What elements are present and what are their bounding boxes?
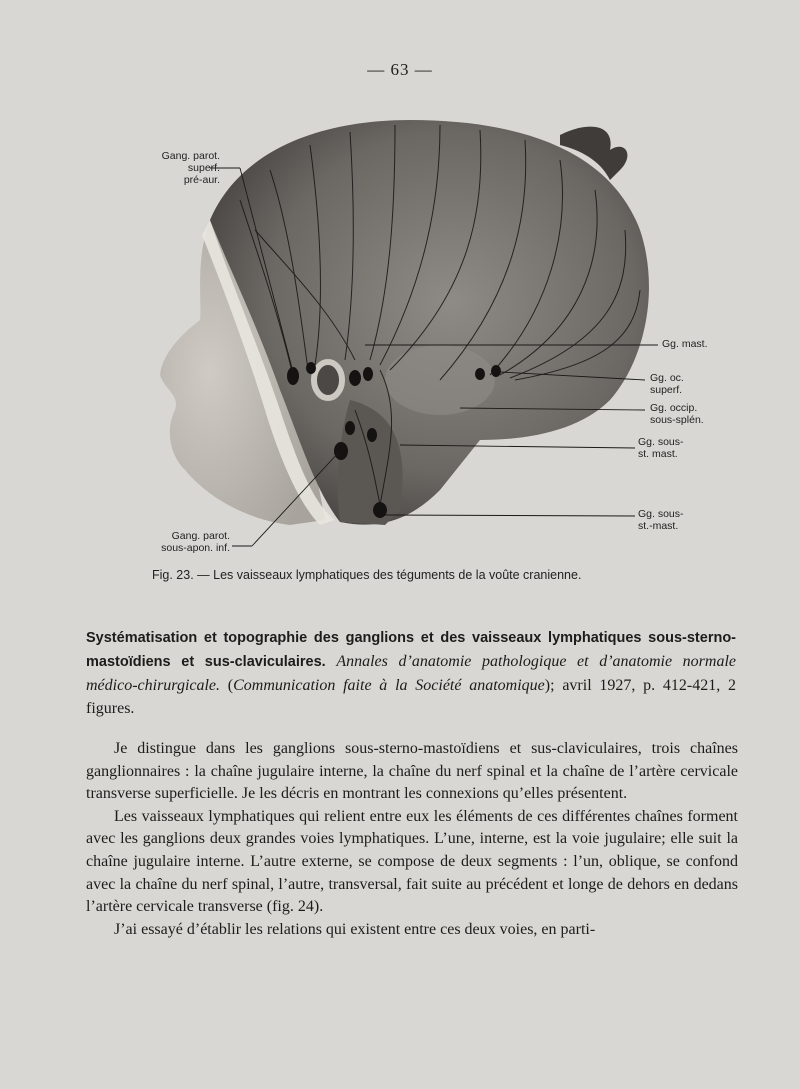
label-gg-sous-st-mast-1: Gg. sous- st. mast. — [638, 436, 684, 460]
label-gg-oc-superf: Gg. oc. superf. — [650, 372, 684, 396]
label-gg-occip-sous-splen: Gg. occip. sous-splén. — [650, 402, 704, 426]
paragraph-1: Je distingue dans les ganglions sous-sterno-mastoïdiens et sus-claviculaires, trois chaînes ganglionnaires : la chaîne jugulaire interne, la chaîne du nerf spinal et la chaîne de l’artère cervicale transverse superficielle. Je les décris en montrant les connexions qu’elles présentent. — [86, 740, 738, 803]
label-gang-parot-sous-apon: Gang. parot. sous-apon. inf. — [161, 530, 230, 554]
paragraph-3: J’ai essayé d’établir les relations qui existent entre ces deux voies, en parti- — [114, 920, 596, 938]
entry-details: ); avril 1927, p. 412-421, 2 figures. — [86, 677, 737, 717]
page-number: — 63 — — [367, 60, 433, 79]
label-gg-sous-st-mast-2: Gg. sous- st.-mast. — [638, 508, 684, 532]
entry-journal: Annales d’anatomie pathologique et d’anatomie normale médico-chirurgicale. — [86, 653, 737, 694]
label-gang-parot-superf: Gang. parot. superf. pré-aur. — [161, 150, 220, 186]
entry-title: Systématisation et topographie des ganglions et des vaisseaux lymphatiques sous-sterno-mastoïdiens et sus-claviculaires. — [86, 630, 736, 670]
bibliographic-entry — [86, 626, 736, 720]
entry-paren: ( — [227, 677, 234, 694]
entry-communication: Communication faite à la Société anatomique — [233, 677, 545, 694]
figure-caption: Fig. 23. — Les vaisseaux lymphatiques des téguments de la voûte cranienne. — [152, 568, 582, 582]
label-gg-mast: Gg. mast. — [662, 338, 708, 350]
head-lymphatics-illustration — [140, 110, 700, 560]
anatomical-figure — [140, 110, 708, 560]
paragraph-2: Les vaisseaux lymphatiques qui relient entre eux les éléments de ces différentes chaînes forment avec les ganglions deux grandes voies lymphatiques. L’une, interne, est la voie jugulaire; elle suit la chaîne jugulaire interne. L’autre externe, se compose de deux segments : l’un, oblique, se confond avec la chaîne du nerf spinal, l’autre, transversal, fait suite au précédent et longe de dehors en dedans l’artère cervicale transverse (fig. 24). — [86, 807, 738, 916]
body-text — [86, 738, 738, 941]
